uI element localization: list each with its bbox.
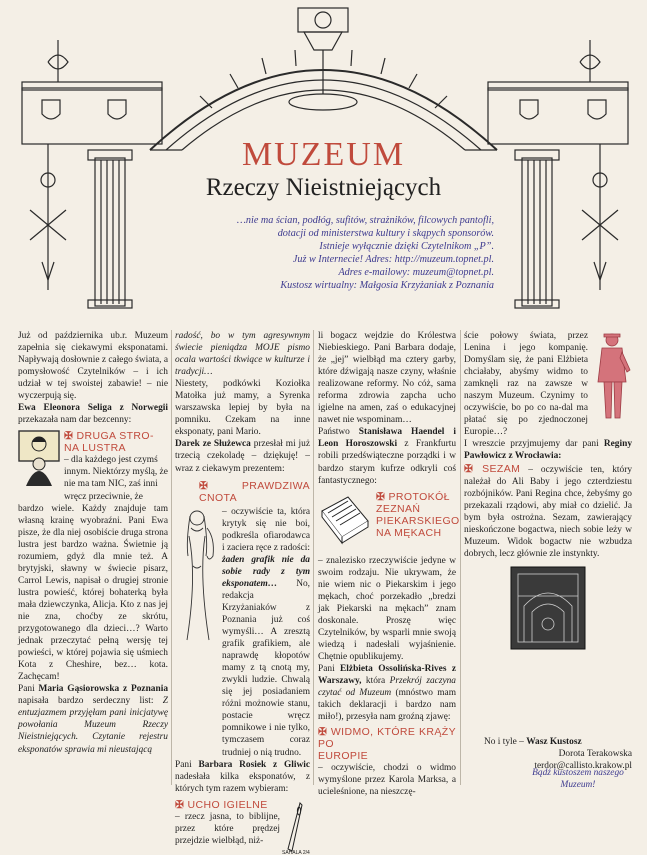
intro-line: Istnieje wyłącznie dzięki Czytelnikom „P”. bbox=[319, 241, 494, 252]
donor-name: Reginy Pawłowicz z Wrocławia: bbox=[464, 439, 632, 462]
drawing-label: SAHALA 2/4 bbox=[282, 849, 310, 855]
donor-name: Darek ze Służewca bbox=[175, 439, 251, 450]
column-divider bbox=[313, 330, 314, 785]
paragraph: – oczywiście ten, który należał do Ali Baby i jego czterdziestu rozbójników. Pani Regina chce, żebyśmy go przekazali rządowi, aby miał co dzielić. Ja bym była ostrożna. Sezam, zawierający nieskończone bogactwa, niech sobie leży w Muzeum. Widok bogactw nie wzbudza dobrych, lecz głównie zle instynkty. bbox=[464, 464, 633, 559]
column-2 bbox=[175, 330, 310, 855]
needle-illustration bbox=[280, 799, 310, 855]
exhibit-heading: ✠ SEZAM bbox=[464, 462, 521, 475]
paragraph: – oczywiście, chodzi o widmo wymyślone przez Karola Marksa, a ucieleśnione, na nieszczę- bbox=[318, 763, 456, 798]
donor-name: Stanisława Haendel i Leon Horoszowski bbox=[318, 427, 456, 450]
intro-line: …nie ma ścian, podłóg, sufitów, strażników, filcowych pantofli, bbox=[236, 215, 494, 226]
eve-figure-illustration bbox=[175, 506, 219, 644]
paragraph: Pani Maria Gąsiorowska z Poznania napisała bardzo serdeczny list: Z entuzjazmem przyjęłam pani inicjatywę powołania Muzeum Rzeczy Nieistniejących. Czytanie rejestru eksponatów sprawia mi nieustającą bbox=[18, 684, 169, 755]
page-subtitle: Rzeczy Nieistniejących bbox=[205, 174, 442, 201]
donor-name: Maria Gąsiorowska z Poznania bbox=[38, 684, 169, 695]
paragraph: – rzecz jasna, to biblijne, przez które prędzej przejdzie wielbłąd, niż- bbox=[175, 811, 280, 846]
intro-line: Adres e-mailowy: muzeum@topnet.pl. bbox=[338, 267, 494, 278]
donor-name: Ewa Eleonora Seliga z Norwegii bbox=[18, 403, 168, 414]
exhibit-heading: ✠ DRUGA STRO- NA LUSTRA bbox=[64, 430, 154, 455]
intro-line: Kustosz wirtualny: Małgosia Krzyżaniak z Poznania bbox=[280, 280, 494, 291]
signature-line: No i tyle – Wasz Kustosz bbox=[484, 737, 582, 747]
book-illustration bbox=[318, 491, 372, 555]
paragraph: Darek ze Służewca przesłał mi już trzecią czekoladę – dziękuję! – wraz z ciekawym prezentem: bbox=[175, 439, 310, 474]
header-illustration bbox=[0, 0, 647, 318]
exhibit-protocol bbox=[318, 490, 460, 555]
exhibit-heading: ✠ WIDMO, KTÓRE KRĄŻY PO EUROPIE bbox=[318, 726, 456, 763]
paragraph: Niestety, podkówki Koziołka Matołka już mamy, a Syrenka warszawska lepiej by była na pomniku. Czekam na inne eksponaty, pani Mario. bbox=[175, 379, 310, 438]
column-divider bbox=[171, 330, 172, 785]
closing-invitation: Bądź kustoszem naszego Muzeum! bbox=[532, 768, 624, 790]
column-1 bbox=[18, 330, 168, 756]
paragraph: I wreszcie przyjmujemy dar pani Reginy Pawłowicz z Wrocławia: bbox=[464, 439, 632, 462]
author-name: Dorota Terakowska bbox=[558, 749, 632, 759]
column-4 bbox=[464, 330, 632, 650]
exhibit-ghost bbox=[464, 330, 632, 438]
signature-block bbox=[484, 736, 632, 772]
paragraph bbox=[18, 330, 168, 402]
quote: żaden grafik nie da sobie rady z tym eksponatem… bbox=[222, 554, 310, 589]
quote: radość, bo w tym agresywnym świecie pieniądza MOJE pismo ocala wartości tkwiące w kulturze i tradycji… bbox=[175, 331, 310, 378]
author-email: terdor@callisto.krakow.pl bbox=[534, 761, 632, 771]
exhibit-heading: ✠ PROTOKÓŁ ZEZNAŃ PIEKARSKIEGO NA MĘKACH bbox=[376, 490, 460, 539]
red-statue-illustration bbox=[592, 330, 632, 422]
donor-name: Barbara Rosiek z Gliwic bbox=[198, 759, 310, 770]
column-divider bbox=[460, 330, 461, 785]
paragraph: li bogacz wejdzie do Królestwa Niebieskiego. Pani Barbara dodaje, że „jej” wielbłąd ma cztery garby, które dźwigają nasze czyny, właśnie realizowane reformy. No cóż, sama reforma zdrowia zapcha ucho igielne na amen, zaś o edukacyjnej nawet nie wspominam… bbox=[318, 331, 456, 426]
exhibit-heading: ✠ UCHO IGIELNE bbox=[175, 798, 268, 811]
treasury-illustration bbox=[510, 566, 586, 650]
portrait-illustration bbox=[18, 430, 60, 486]
exhibit-mirror bbox=[18, 430, 168, 502]
paragraph: bardzo wiele. Każdy znajduje tam własną krainę wyobraźni. Pani Ewa pisze, że dla niej osobiście druga strona lustra jest bardzo ważna. Świetnie ją rozumiem, gdyż dla mnie też. A brytyjski, sławny w świecie pisarz, Carrol Lewis, napisał o drugiej stronie lustra powieść, której bohaterką była mała dziewczynka, Alicja. Kto z nas jej nie zna, choćby ze skrótu, przygotowanego dla dzieci…? Warto jednak przeczytać pełną wersję tej powieści, w której pojawia się uśmiech Kota z Cheshire, bez… kota. Zachęcam! bbox=[18, 503, 168, 683]
paragraph: – dla każdego jest czymś innym. Niektórzy myślą, że nie ma tam NIC, zaś inni wręcz przeciwnie, że bbox=[64, 455, 168, 502]
paragraph: Pani Elżbieta Ossolińska-Rives z Warszawy, która Przekrój zaczyna czytać od Muzeum (mnóstwo mam takich deklaracji i bardzo nam miło!), przesyła nam groźną zjawę: bbox=[318, 664, 456, 723]
exhibit-virtue bbox=[175, 506, 310, 759]
page-title: MUZEUM bbox=[241, 136, 406, 173]
exhibit-needle bbox=[175, 799, 310, 855]
paragraph: – oczywiście ta, która krytyk się nie boi, podkreśla ofiarodawca i zaciera ręce z radości: żaden grafik nie da sobie rady z tym eksponatem… No, redakcja Krzyżaniaków z Poznania już coś wymyśli… A zresztą grafik grafikiem, ale naprawdę kłopotów mamy z tą cnotą my, zwykli ludzie. Chwalą się jej posiadaniem różni możnowie stanu, postacie wręcz pomnikowe i nie tylko, tymczasem coraz trudniej o nią trudno. bbox=[222, 506, 310, 758]
intro-line: Już w Internecie! Adres: http://muzeum.topnet.pl. bbox=[292, 254, 494, 265]
paragraph bbox=[18, 402, 168, 426]
paragraph: Państwo Stanisława Haendel i Leon Horoszowski z Frankfurtu robili przedświąteczne porządki i w bardzo starym kufrze odkryli coś fantastycznego: bbox=[318, 427, 457, 486]
paragraph: Pani Barbara Rosiek z Gliwic nadesłała kilka eksponatów, z których tym razem wybieram: bbox=[175, 759, 310, 794]
donor-name: Elżbieta Ossolińska-Rives z Warszawy, bbox=[318, 664, 456, 687]
paragraph: ście połowy świata, przez Lenina i jego kompanię. Domyślam się, że pani Elżbieta chciałaby, abyśmy widmo to zamknęli raz na zawsze w naszym Muzeum. Czynimy to oczywiście, bo po co na-dal ma płatać się po zjednoczonej Europie…? bbox=[464, 331, 588, 438]
quote: Z entuzjazmem przyjęłam pani inicjatywę powołania Muzeum Rzeczy Nieistniejących. Czytanie rejestru eksponatów sprawia mi nieustającą bbox=[18, 696, 168, 755]
intro-line: dotacji od ministerstwa kultury i skąpych sponsorów. bbox=[277, 228, 494, 239]
text: Już od października ub.r. Muzeum zapełnia się ciekawymi eksponatami. Napływają dosłownie z całego świata, a pomysłowość Czytelników – i ich udział w tej swoistej zabawie! – nie wyczerpują się. bbox=[18, 331, 168, 402]
intro-text bbox=[150, 214, 494, 292]
quote: Przekrój zaczyna czytać od Muzeum bbox=[318, 676, 456, 699]
column-3 bbox=[318, 330, 460, 798]
text: przekazała nam dar bezcenny: bbox=[18, 415, 132, 426]
exhibit-heading: ✠ PRAWDZIWA CNOTA bbox=[199, 479, 310, 504]
paragraph: – znalezisko rzeczywiście jedyne w swoim rodzaju. Nie ukrywam, że nie wiem nic o Piekarskim i jego mękach, choć porzekadło „bredzi jak Piekarski na mękach” znam doskonale. Proszę więc Czytelników, by wsparli mnie swoją wiedzą i nadesłali wyjaśnienie. Chętnie opublikujemy. bbox=[318, 555, 456, 662]
